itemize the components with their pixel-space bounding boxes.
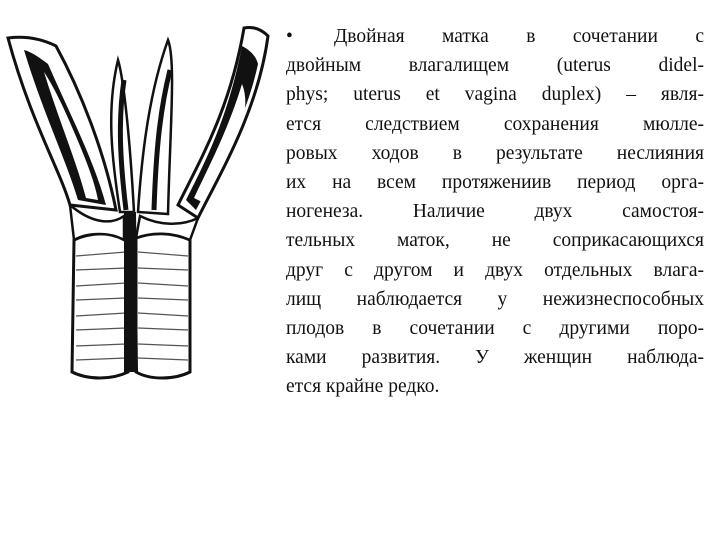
text-line: ровых ходов в результате неслияния <box>286 142 704 164</box>
text-line: ками развития. У женщин наблюда- <box>286 347 704 369</box>
text-line: двойным влагалищем (uterus didel- <box>286 55 704 77</box>
right-uterine-horn <box>178 27 268 218</box>
text-line: ногенеза. Наличие двух самостоя- <box>286 201 704 223</box>
right-vagina <box>136 234 190 378</box>
text-line: ется следствием сохранения мюлле- <box>286 113 704 135</box>
text-line: плодов в сочетании с другими поро- <box>286 318 704 340</box>
text-line: тельных маток, не соприкасающихся <box>286 230 704 252</box>
text-line: phys; uterus et vagina duplex) – явля- <box>286 84 704 106</box>
left-uterine-horn <box>8 37 116 210</box>
uterus-didelphys-illustration <box>0 0 280 380</box>
description-text <box>286 22 704 402</box>
left-vagina <box>72 234 128 378</box>
text-line: друг с другом и двух отдельных влага- <box>286 259 704 281</box>
text-line: их на всем протяжениив период орга- <box>286 172 704 194</box>
text-line: • Двойная матка в сочетании с <box>286 22 704 51</box>
text-line: лищ наблюдается у нежизнеспособных <box>286 288 704 310</box>
bullet: • <box>286 26 293 47</box>
text-line: ется крайне редко. <box>286 376 440 398</box>
